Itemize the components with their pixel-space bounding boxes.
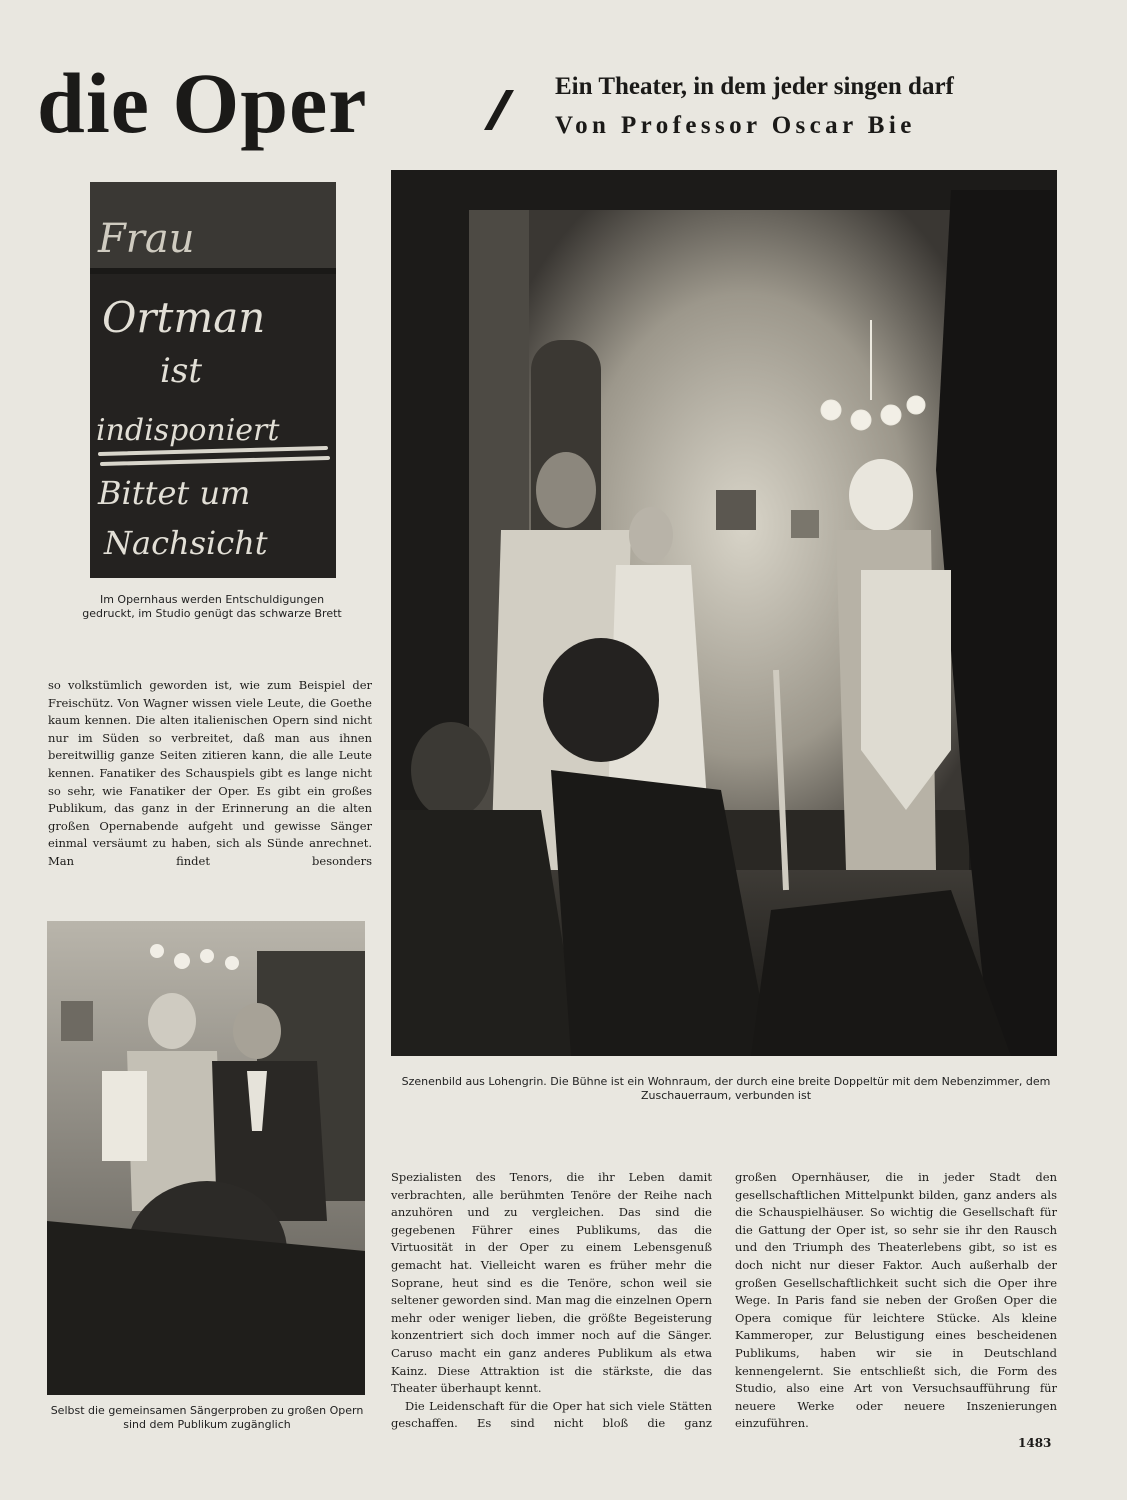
chalk-line-5: Bittet um	[98, 474, 251, 512]
rehearsal-photo	[47, 921, 365, 1395]
lohengrin-stage-photo	[391, 170, 1057, 1056]
rehearsal-image	[47, 921, 365, 1395]
paragraph-2: Spezialisten des Tenors, die ihr Leben damit verbrachten, alle berühmten Tenöre der Reihe nach anzuhören und zu vergleichen. Das sind die gegebenen Führer eines Publikums, das die Virtuosität in der Oper zu einem Lebensgenuß gemacht hat. Vielleicht waren es früher mehr die Soprane, heut sind es die Tenöre, schon weil sie seltener geworden sind. Man mag die einzelnen Opern mehr oder weniger lieben, die größte Begeisterung konzentriert sich doch immer noch auf die Sänger. Caruso macht ein ganz anderes Publikum als etwa Kainz. Diese Attraktion ist die stärkste, die das Theater überhaupt kennt.	[391, 1170, 712, 1396]
chalk-line-2: Ortman	[102, 293, 266, 342]
chalkboard-image	[90, 182, 336, 578]
chalk-line-6: Nachsicht	[104, 524, 268, 562]
page-number: 1483	[1018, 1436, 1052, 1450]
text-column-2	[391, 1169, 712, 1433]
paragraph-4: großen Opernhäuser, die in jeder Stadt den gesellschaftlichen Mittelpunkt bilden, ganz anders als die Schauspielhäuser. So wichtig die Gesellschaft für die Gattung der Oper ist, so sehr sie ihr den Rausch und den Triumph des Theaterlebens gibt, so ist es doch nicht nur dieser Faktor. Auch außerhalb der großen Gesellschaftlichkeit sucht sich die Oper ihre Wege. In Paris fand sie neben der Großen Oper die Opera comique für leichtere Stücke. Als kleine Kammeroper, zur Belustigung eines bescheidenen Publikums, haben wir sie in Deutschland kennengelernt. Sie entschließt sich, die Form des Studio, also eine Art von Versuchsaufführung für neuere Werke oder neuere Inszenierungen einzuführen.	[735, 1170, 1057, 1431]
stage-caption: Szenenbild aus Lohengrin. Die Bühne ist ein Wohnraum, der durch eine breite Doppeltür mit dem Nebenzimmer, dem Zuschauerraum, verbunden ist	[401, 1075, 1051, 1102]
board-caption: Im Opernhaus werden Entschuldigungen gedruckt, im Studio genügt das schwarze Brett	[82, 593, 342, 620]
article-byline: Von Professor Oscar Bie	[555, 112, 916, 139]
slash-divider	[484, 90, 514, 130]
text-column-3	[735, 1169, 1057, 1433]
chalk-line-4: indisponiert	[96, 413, 280, 448]
stage-image	[391, 170, 1057, 1056]
chalk-line-3: ist	[160, 351, 202, 391]
paragraph-3: Die Leidenschaft für die Oper hat sich viele Stätten geschaffen. Es sind nicht bloß die ganz	[391, 1398, 712, 1431]
paragraph-1: so volkstümlich geworden ist, wie zum Beispiel der Freischütz. Von Wagner wissen viele Leute, die Goethe kaum kennen. Die alten italienischen Opern sind nicht nur im Süden so verbreitet, daß man aus ihnen bereitwillig ganze Seiten zitieren kann, die alle Leute kennen. Fanatiker des Schauspiels gibt es lange nicht so sehr, wie Fanatiker der Oper. Es gibt ein großes Publikum, das ganz in der Erinnerung an die alten großen Opernabende aufgeht und gewisse Sänger einmal versäumt zu haben, sich als Sünde anrechnet. Man findet besonders	[48, 678, 372, 868]
article-title: die Oper	[37, 55, 368, 151]
chalkboard-photo	[90, 182, 336, 578]
text-column-1	[48, 677, 372, 871]
chalk-line-1: Frau	[98, 216, 195, 262]
article-subtitle: Ein Theater, in dem jeder singen darf	[555, 73, 954, 100]
rehearsal-caption: Selbst die gemeinsamen Sängerproben zu großen Opern sind dem Publikum zugänglich	[50, 1404, 364, 1431]
